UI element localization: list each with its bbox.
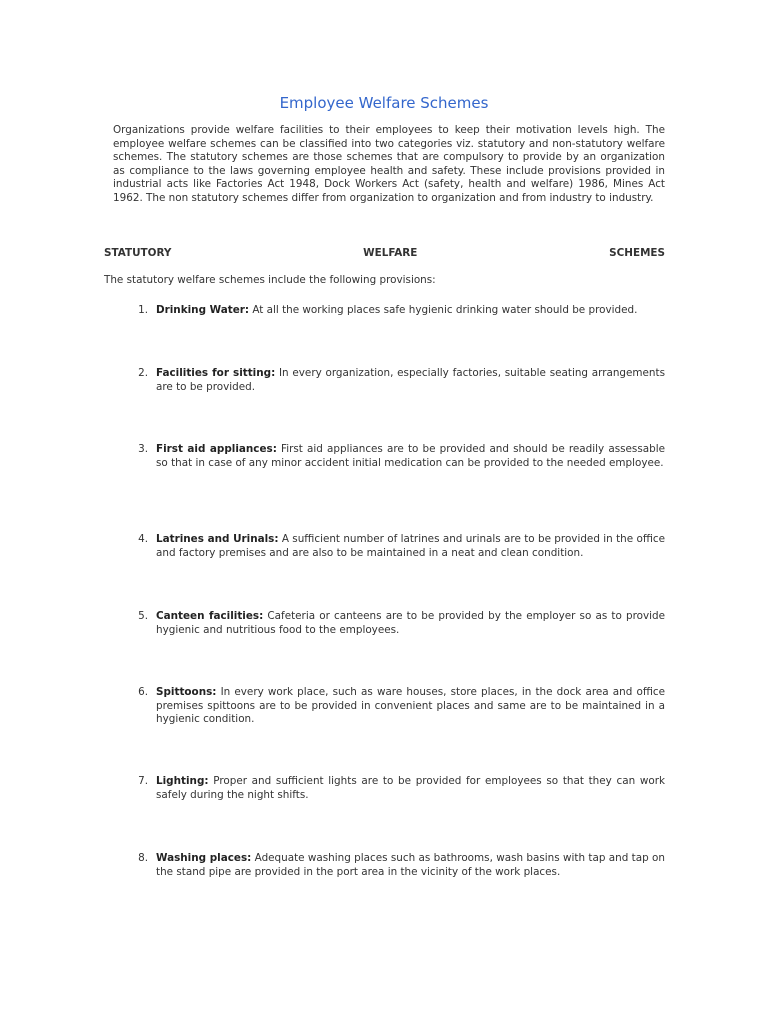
page-title: Employee Welfare Schemes bbox=[279, 94, 489, 112]
list-item-label: Washing places: bbox=[156, 852, 252, 864]
intro-paragraph: Organizations provide welfare facilities to their employees to keep their motivation levels high. The employee welfare schemes can be classified into two categories viz. statutory and non-statutory welfare schemes. The statutory schemes are those schemes that are compulsory to provide by an organization as compliance to the laws governing employee health and safety. These include provisions provided in industrial acts like Factories Act 1948, Dock Workers Act (safety, health and welfare) 1986, Mines Act 1962. The non statutory schemes differ from organization to organization and from industry to industry. bbox=[113, 124, 665, 204]
list-item-number: 7. bbox=[138, 775, 148, 787]
list-item-number: 8. bbox=[138, 852, 148, 864]
list-item-number: 4. bbox=[138, 533, 148, 545]
list-item-text: Cafeteria or canteens are to be provided by the employer so as to provide hygienic and nutritious food to the employees. bbox=[156, 610, 666, 636]
list-item-label: Facilities for sitting: bbox=[156, 367, 276, 379]
list-item bbox=[104, 686, 665, 727]
list-item bbox=[104, 367, 665, 394]
list-item-label: Lighting: bbox=[156, 775, 209, 787]
section-heading-word: STATUTORY bbox=[104, 247, 172, 259]
list-item bbox=[104, 852, 665, 879]
list-item bbox=[104, 304, 665, 318]
list-item bbox=[104, 443, 665, 470]
list-item-number: 6. bbox=[138, 686, 148, 698]
list-item-label: First aid appliances: bbox=[156, 443, 277, 455]
list-item bbox=[104, 610, 665, 637]
list-item-text: Proper and sufficient lights are to be provided for employees so that they can work safely during the night shifts. bbox=[156, 775, 665, 801]
section-heading-word: SCHEMES bbox=[609, 247, 665, 259]
list-intro: The statutory welfare schemes include the following provisions: bbox=[104, 274, 436, 286]
list-item-label: Latrines and Urinals: bbox=[156, 533, 279, 545]
list-item bbox=[104, 775, 665, 802]
list-item-number: 3. bbox=[138, 443, 148, 455]
list-item-number: 1. bbox=[138, 304, 148, 316]
list-item-label: Drinking Water: bbox=[156, 304, 250, 316]
section-heading-word: WELFARE bbox=[363, 247, 418, 259]
list-item-text: In every organization, especially factories, suitable seating arrangements are to be provided. bbox=[156, 367, 666, 393]
list-item-label: Canteen facilities: bbox=[156, 610, 264, 622]
list-item bbox=[104, 533, 665, 560]
list-item-text: Adequate washing places such as bathrooms, wash basins with tap and tap on the stand pipe are provided in the port area in the vicinity of the work places. bbox=[156, 852, 665, 878]
list-item-text: First aid appliances are to be provided and should be readily assessable so that in case of any minor accident initial medication can be provided to the needed employee. bbox=[156, 443, 665, 469]
list-item-number: 5. bbox=[138, 610, 148, 622]
list-item-text: A sufficient number of latrines and urinals are to be provided in the office and factory premises and are also to be maintained in a neat and clean condition. bbox=[156, 533, 665, 559]
list-item-text: In every work place, such as ware houses, store places, in the dock area and office premises spittoons are to be provided in convenient places and same are to be maintained in a hygienic condition. bbox=[156, 686, 665, 726]
list-item-text: At all the working places safe hygienic drinking water should be provided. bbox=[249, 304, 638, 316]
list-item-number: 2. bbox=[138, 367, 148, 379]
list-item-label: Spittoons: bbox=[156, 686, 217, 698]
section-heading bbox=[104, 246, 665, 260]
